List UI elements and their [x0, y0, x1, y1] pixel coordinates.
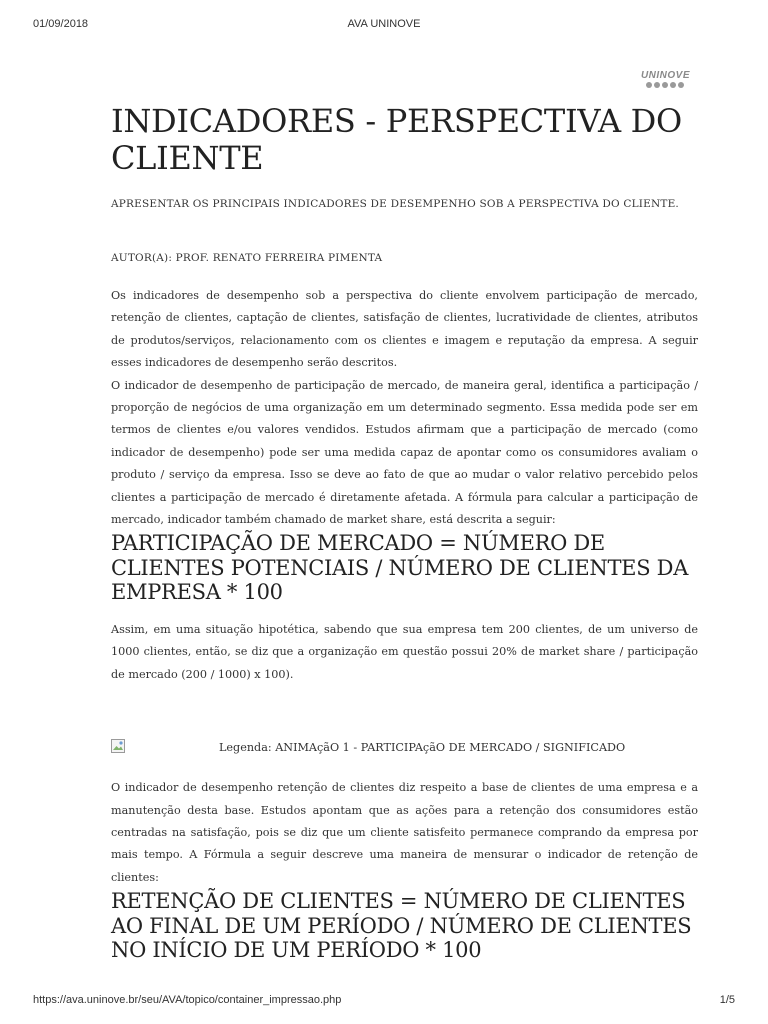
document-content	[111, 103, 698, 963]
uninove-logo	[641, 70, 690, 88]
print-header	[0, 18, 768, 32]
print-url: https://ava.uninove.br/seu/AVA/topico/container_impressao.php	[33, 994, 342, 1006]
figure	[111, 739, 698, 761]
paragraph-market-share: O indicador de desempenho de participação de mercado, de maneira geral, identifica a participação / proporção de negócios de uma organização em um determinado segmento. Essa medida pode ser em termos de clientes e/ou valores vendidos. Estudos afirmam que a participação de mercado (como indicador de desempenho) pode ser uma medida capaz de apontar como os consumidores avaliam o produto / serviço da empresa. Isso se deve ao fato de que ao mudar o valor relativo percebido pelos clientes a participação de mercado é diretamente afetada. A fórmula para calcular a participação de mercado, indicador também chamado de market share, está descrita a seguir:	[111, 378, 698, 527]
author-line: AUTOR(A): PROF. RENATO FERREIRA PIMENTA	[111, 252, 383, 264]
print-date: 01/09/2018	[33, 18, 89, 30]
formula-market-share: PARTICIPAÇÃO DE MERCADO = NÚMERO DE CLIENTES POTENCIAIS / NÚMERO DE CLIENTES DA EMPRESA * 100	[111, 531, 689, 605]
logo-text: UNINOVE	[640, 70, 690, 81]
print-page-number: 1/5	[719, 994, 735, 1006]
page-subtitle: APRESENTAR OS PRINCIPAIS INDICADORES DE DESEMPENHO SOB A PERSPECTIVA DO CLIENTE.	[111, 198, 679, 210]
broken-image-icon	[111, 739, 125, 753]
print-site-title: AVA UNINOVE	[347, 18, 421, 30]
paragraph-example: Assim, em uma situação hipotética, sabendo que sua empresa tem 200 clientes, de um universo de 1000 clientes, então, se diz que a organização em questão possui 20% de market share / participação de mercado (200 / 1000) x 100).	[111, 622, 698, 681]
paragraph-retention: O indicador de desempenho retenção de clientes diz respeito a base de clientes de uma empresa e a manutenção desta base. Estudos apontam que as ações para a retenção dos consumidores estão centradas na satisfação, pois se diz que um cliente satisfeito permanece comprando da empresa por mais tempo. A Fórmula a seguir descreve uma maneira de mensurar o indicador de retenção de clientes:	[111, 781, 698, 884]
figure-caption: Legenda: ANIMAçãO 1 - PARTICIPAçãO DE MERCADO / SIGNIFICADO	[219, 741, 626, 755]
paragraph-intro: Os indicadores de desempenho sob a perspectiva do cliente envolvem participação de mercado, retenção de clientes, captação de clientes, satisfação de clientes, lucratividade de clientes, atributos de produtos/serviços, relacionamento com os clientes e imagem e reputação da empresa. A seguir esses indicadores de desempenho serão descritos.	[111, 289, 698, 370]
logo-dots-icon	[641, 82, 690, 88]
formula-retention: RETENÇÃO DE CLIENTES = NÚMERO DE CLIENTES AO FINAL DE UM PERÍODO / NÚMERO DE CLIENTES NO INÍCIO DE UM PERÍODO * 100	[111, 889, 692, 963]
print-footer	[0, 994, 768, 1008]
page-title: INDICADORES - PERSPECTIVA DO CLIENTE	[111, 102, 682, 177]
